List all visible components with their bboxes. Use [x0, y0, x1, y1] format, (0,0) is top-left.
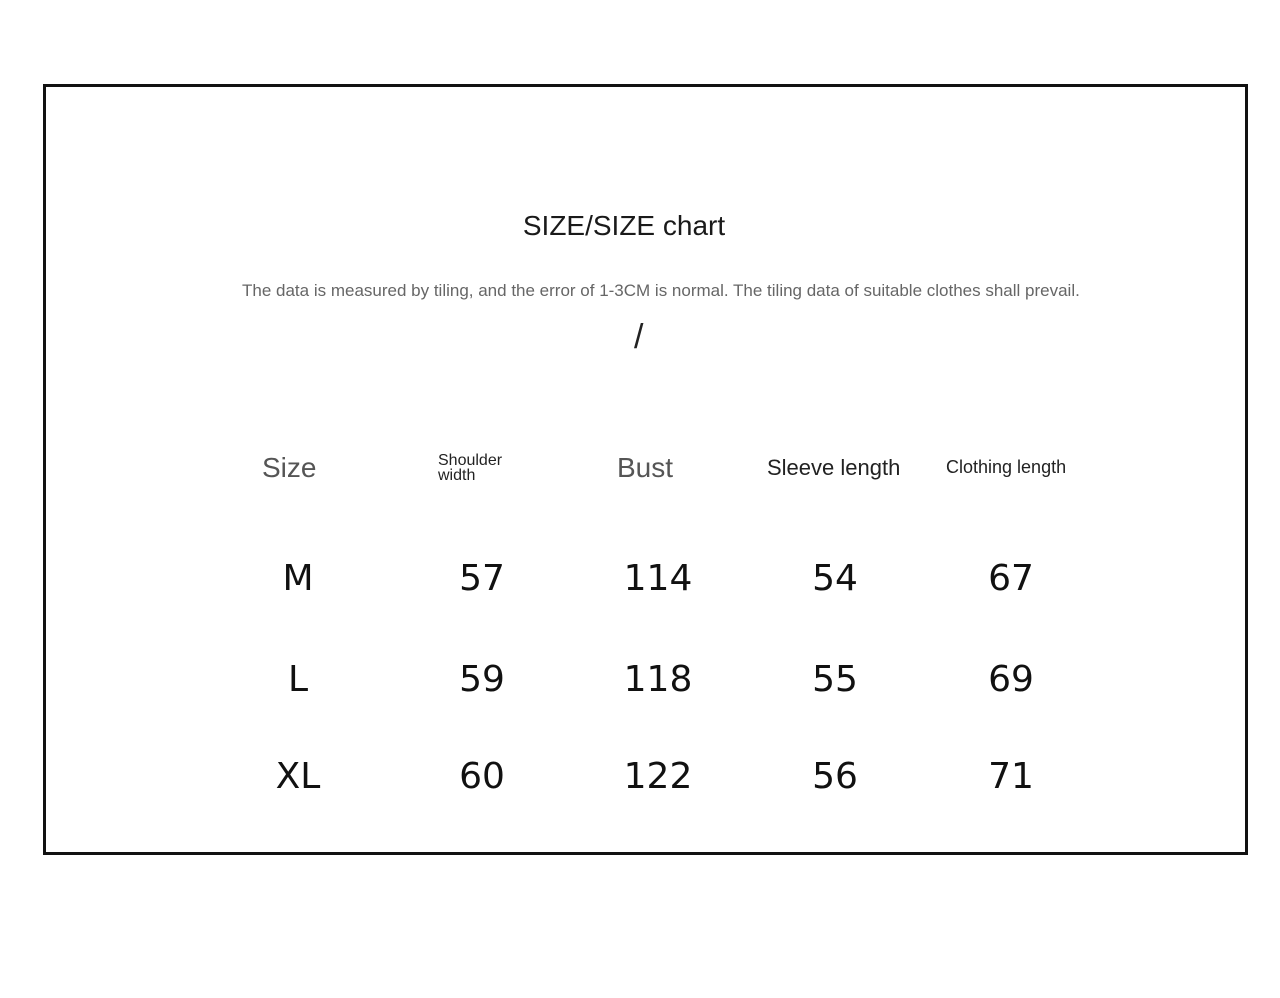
cell-shoulder-xl: 60 — [459, 756, 505, 797]
cell-sleeve-xl: 56 — [812, 756, 858, 797]
page-title: SIZE/SIZE chart — [522, 210, 726, 241]
cell-length-l: 69 — [988, 659, 1034, 700]
measurement-note: The data is measured by tiling, and the error of 1-3CM is normal. The tiling data of suitable clothes shall prevail. — [242, 281, 1080, 300]
cell-shoulder-m: 57 — [459, 558, 505, 599]
cell-bust-l: 118 — [623, 659, 693, 700]
header-shoulder-width: Shoulder width — [438, 452, 503, 484]
cell-sleeve-m: 54 — [812, 558, 858, 599]
header-bust: Bust — [617, 452, 674, 483]
cell-bust-m: 114 — [623, 558, 693, 599]
cell-bust-xl: 122 — [623, 756, 693, 797]
cell-shoulder-l: 59 — [459, 659, 505, 700]
cell-size-m: M — [282, 558, 314, 599]
cell-size-xl: XL — [275, 756, 321, 797]
cell-size-l: L — [287, 659, 309, 700]
header-sleeve-length: Sleeve length — [767, 455, 901, 480]
cell-length-xl: 71 — [988, 756, 1034, 797]
header-size: Size — [262, 452, 317, 483]
header-clothing-length: Clothing length — [946, 457, 1067, 477]
cell-length-m: 67 — [988, 558, 1034, 599]
divider-slash: / — [634, 318, 644, 356]
cell-sleeve-l: 55 — [812, 659, 858, 700]
